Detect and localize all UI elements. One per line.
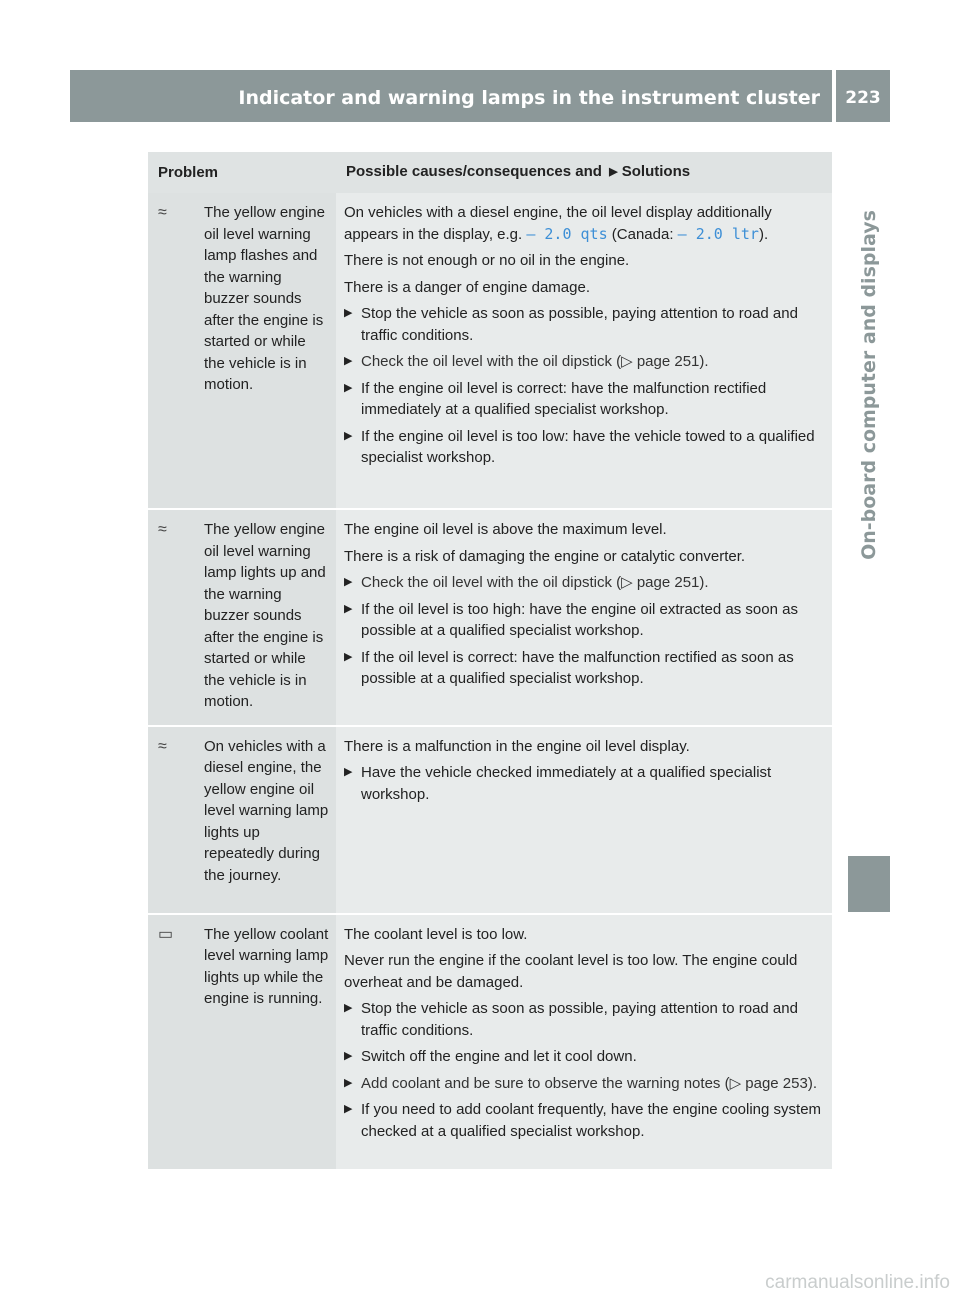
solutions-arrow-icon: ▶ [609,166,618,179]
header-solutions-label: Solutions [617,163,691,181]
engine-oil-icon: ≈ [158,204,167,221]
engine-oil-icon: ≈ [158,737,167,755]
header-solutions [336,152,832,193]
problem-cell [148,509,336,726]
page-title: Indicator and warning lamps in the instrument cluster [238,87,820,109]
step-text: Switch off the engine and let it cool down. [361,1048,637,1065]
solution-cell [336,726,832,914]
watermark: carmanualsonline.info [765,1272,950,1293]
step-text[interactable]: Check the oil level with the oil dipstick (▷ page 251). [361,353,709,370]
table-row [148,193,832,509]
solution-step [344,1046,826,1068]
solution-step [344,572,826,594]
solution-paragraph [344,202,826,245]
step-text[interactable]: Check the oil level with the oil dipstick (▷ page 251). [361,574,709,591]
solution-paragraph: The coolant level is too low. [344,925,528,943]
step-text: If the engine oil level is correct: have the malfunction rectified immediately at a qualified specialist workshop. [361,379,767,418]
solution-cell [336,509,832,726]
solution-paragraph: There is not enough or no oil in the engine. [344,252,630,269]
step-text: If you need to add coolant frequently, have the engine cooling system checked at a qualified specialist workshop. [361,1101,822,1140]
coolant-icon: ▭ [158,925,174,943]
table-header-row [148,152,832,193]
solution-step [344,1073,826,1095]
solution-cell [336,914,832,1170]
step-arrow-icon: ▶ [344,1002,353,1014]
solution-paragraph: There is a risk of damaging the engine or catalytic converter. [344,547,746,565]
solution-step [344,426,826,469]
warning-lamp-table [148,152,832,1171]
step-arrow-icon: ▶ [344,650,353,663]
step-arrow-icon: ▶ [344,766,353,778]
solution-step [344,998,826,1041]
problem-text: The yellow engine oil level warning lamp lights up and the warning buzzer sounds after the engine is started or while the vehicle is in motion. [204,521,326,710]
problem-text: The yellow engine oil level warning lamp flashes and the warning buzzer sounds after the engine is started or while the vehicle is in motion. [204,204,325,393]
header-solutions-text: Possible causes/consequences and [346,163,607,181]
solution-step [344,599,826,642]
problem-cell [148,193,336,509]
solution-text: ). [758,225,769,243]
problem-cell [148,914,336,1170]
solution-step [344,1099,826,1142]
step-arrow-icon: ▶ [344,1076,353,1089]
side-tab-label: On-board computer and displays [858,210,880,560]
step-arrow-icon: ▶ [344,355,353,367]
engine-oil-icon: ≈ [158,521,167,538]
solution-text: On vehicles with a diesel engine, the oil level display additionally appears in the display, e.g. [344,204,772,243]
solution-text: (Canada: [607,225,678,243]
oil-display-value-canada: – 2.0 ltr [677,224,759,243]
step-arrow-icon: ▶ [344,576,353,588]
solution-cell [336,193,832,509]
solution-step [344,647,826,690]
step-arrow-icon: ▶ [344,1103,353,1115]
solution-paragraph: Never run the engine if the coolant level is too low. The engine could overheat and be damaged. [344,952,798,991]
side-marker [848,856,890,912]
step-arrow-icon: ▶ [344,429,353,442]
step-arrow-icon: ▶ [344,1050,353,1062]
step-text: If the oil level is too high: have the engine oil extracted as soon as possible at a qualified specialist workshop. [361,600,798,639]
step-arrow-icon: ▶ [344,307,353,319]
step-text: Have the vehicle checked immediately at a qualified specialist workshop. [361,764,772,803]
solution-paragraph: There is a malfunction in the engine oil level display. [344,737,690,755]
step-text: If the engine oil level is too low: have the vehicle towed to a qualified specialist workshop. [361,427,815,466]
solution-paragraph: The engine oil level is above the maximum level. [344,521,667,538]
page-number-box [836,70,890,122]
header-problem: Problem [148,152,336,193]
solution-step [344,303,826,346]
table-row [148,509,832,726]
step-text: Stop the vehicle as soon as possible, paying attention to road and traffic conditions. [361,305,798,344]
problem-text: The yellow coolant level warning lamp lights up while the engine is running. [204,925,329,1007]
problem-cell [148,726,336,914]
table-row [148,726,832,914]
step-text: If the oil level is correct: have the malfunction rectified as soon as possible at a qualified specialist workshop. [361,648,794,687]
step-arrow-icon: ▶ [344,602,353,615]
solution-step [344,351,826,373]
step-text: Stop the vehicle as soon as possible, paying attention to road and traffic conditions. [361,1000,798,1039]
step-text[interactable]: Add coolant and be sure to observe the warning notes (▷ page 253). [361,1074,817,1092]
solution-step [344,762,826,805]
solution-paragraph: There is a danger of engine damage. [344,278,590,296]
problem-text: On vehicles with a diesel engine, the yellow engine oil level warning lamp lights up repeatedly during the journey. [204,737,329,884]
side-tab [848,140,890,630]
header-bar [70,70,832,122]
oil-display-value: – 2.0 qts [526,224,608,243]
step-arrow-icon: ▶ [344,381,353,394]
page-number: 223 [845,88,881,108]
solution-step [344,378,826,421]
table-row [148,914,832,1170]
